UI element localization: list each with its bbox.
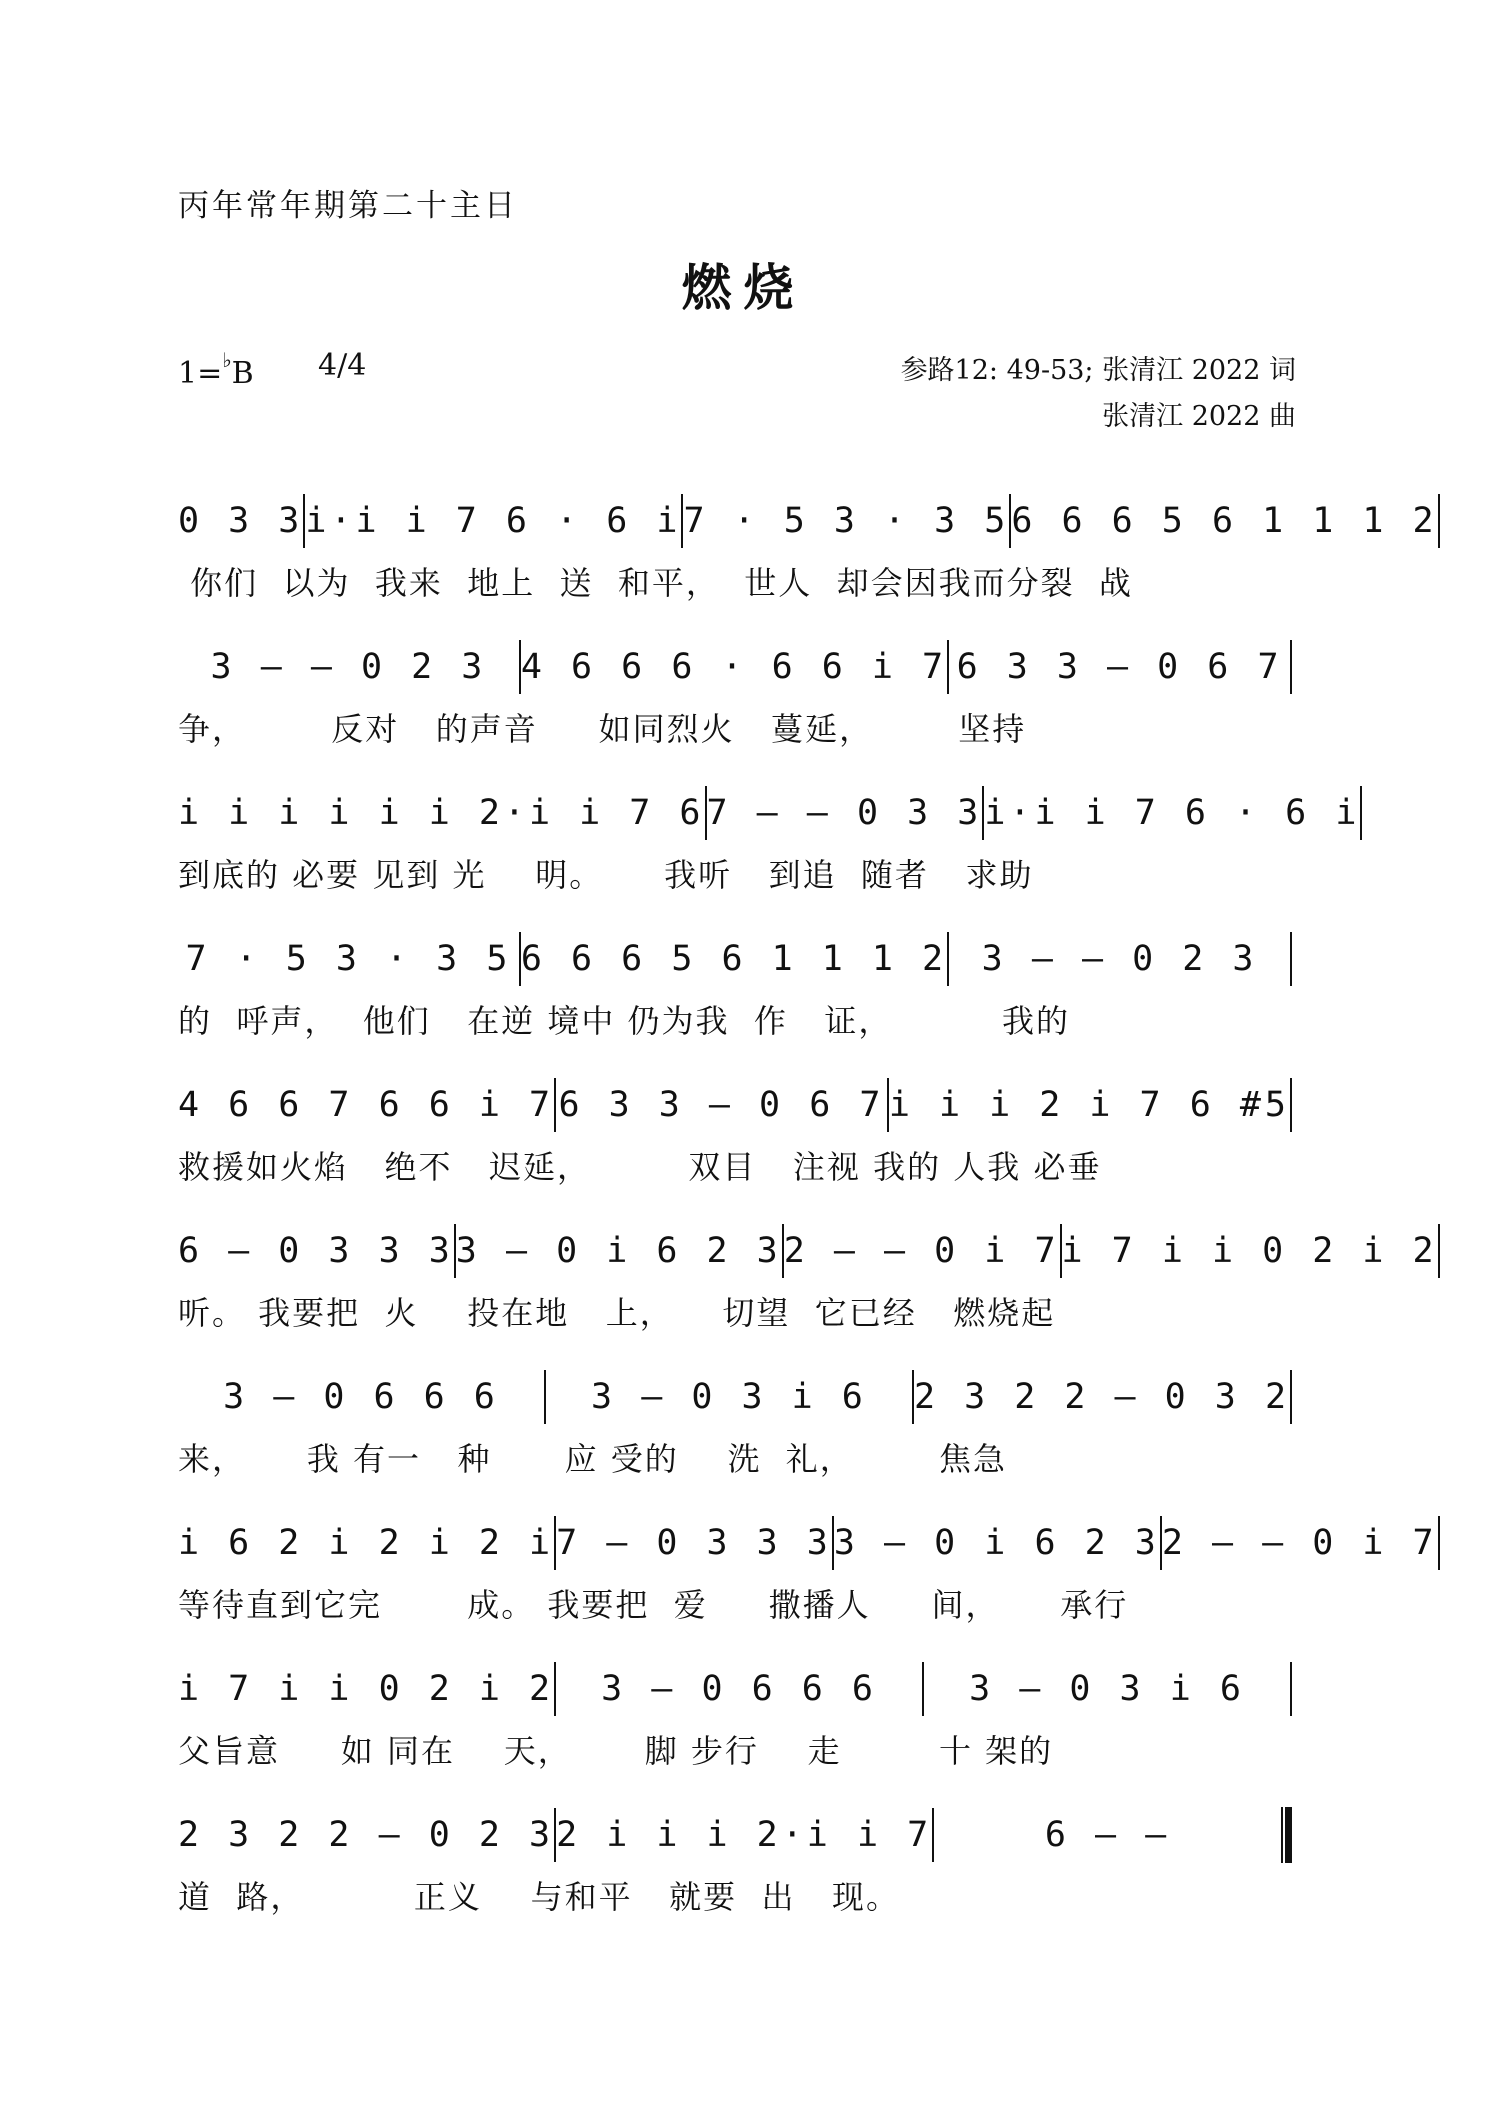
measure: 3 — 0 6 6 6 [223, 1377, 499, 1417]
measure: 7 · 5 3 · 3 5 [185, 939, 512, 979]
barline [1360, 786, 1362, 840]
score-system [178, 636, 1292, 756]
measure: 6 3 3 — 0 6 7 [558, 1085, 885, 1125]
measure: 2 3 2 2 — 0 2 3 [178, 1815, 555, 1855]
measure: 2 i i i 2·i i 7 [556, 1815, 933, 1855]
lyric-line: 你们 以为 我来 地上 送 和平， 世人 却会因我而分裂 战 [178, 564, 1133, 602]
key-prefix: 1= [178, 356, 223, 391]
key-note: B [231, 356, 254, 391]
measure: 2 — — 0 i 7 [1161, 1523, 1438, 1563]
notation-line [178, 1512, 1438, 1574]
key-signature [178, 348, 254, 391]
measure: 2 3 2 2 — 0 3 2 [913, 1377, 1291, 1417]
barline [1290, 1370, 1292, 1424]
barline [1438, 1516, 1440, 1570]
barline [1438, 1224, 1440, 1278]
lyric-line: 来， 我 有一 种 应 受的 洗 礼， 焦急 [178, 1440, 1007, 1478]
score-system [178, 1512, 1438, 1632]
measure: i·i i 7 6 · 6 i [305, 501, 682, 541]
measure: 6 6 6 5 6 1 1 1 2 [1011, 501, 1438, 541]
notation-line [178, 1220, 1438, 1282]
score-system [178, 928, 1292, 1048]
notation-line [178, 782, 1361, 844]
score-system [178, 1804, 1292, 1924]
score-system [178, 490, 1438, 610]
measure: 4 6 6 7 6 6 i 7 [178, 1085, 555, 1125]
score-system [178, 782, 1361, 902]
measure: i 6 2 i 2 i 2 i [178, 1523, 555, 1563]
measure: 3 — 0 6 6 6 [601, 1669, 877, 1709]
score-system [178, 1366, 1292, 1486]
notation-line [178, 1658, 1292, 1720]
lyric-line: 听。 我要把 火 投在地 上， 切望 它已经 燃烧起 [178, 1294, 1056, 1332]
measure: i i i i i i 2·i i 7 6 [178, 793, 705, 833]
lyric-line: 等待直到它完 成。 我要把 爱 撒播人 间， 承行 [178, 1586, 1129, 1624]
measure: 6 — — [1044, 1815, 1171, 1855]
notation-line [178, 1074, 1292, 1136]
measure: 3 — 0 3 i 6 [591, 1377, 867, 1417]
notation-line [178, 636, 1292, 698]
composer-credit: 张清江 2022 曲 [1102, 401, 1296, 432]
measure: 6 6 6 5 6 1 1 1 2 [520, 939, 948, 979]
measure: i i i 2 i 7 6 #5 [888, 1085, 1290, 1125]
barline [1290, 1078, 1292, 1132]
lyric-line: 的 呼声， 他们 在逆 境中 仍为我 作 证， 我的 [178, 1002, 1070, 1040]
measure: 6 3 3 — 0 6 7 [956, 647, 1283, 687]
lyric-line: 道 路， 正义 与和平 就要 出 现。 [178, 1878, 900, 1916]
measure: 2 — — 0 i 7 [783, 1231, 1060, 1271]
measure: 7 — — 0 3 3 [706, 793, 983, 833]
measure: 7 — 0 3 3 3 [556, 1523, 832, 1563]
measure: 3 — — 0 2 3 [210, 647, 487, 687]
lyricist-credit: 参路12: 49-53; 张清江 2022 词 [900, 355, 1296, 386]
lyric-line: 父旨意 如 同在 天， 脚 步行 走 十 架的 [178, 1732, 1054, 1770]
barline [1290, 932, 1292, 986]
measure: 3 — 0 3 i 6 [969, 1669, 1245, 1709]
barline [1438, 494, 1440, 548]
credits [901, 348, 1296, 440]
lyric-line: 争， 反对 的声音 如同烈火 蔓延， 坚持 [178, 710, 1027, 748]
lyric-line: 到底的 必要 见到 光 明。 我听 到追 随者 求助 [178, 856, 1034, 894]
notation-line [178, 490, 1438, 552]
measure: 0 3 3 [178, 501, 304, 541]
notation-line [178, 1366, 1292, 1428]
measure: 7 · 5 3 · 3 5 [683, 501, 1010, 541]
notation-line [178, 1804, 1292, 1866]
time-signature: 4/4 [318, 348, 367, 383]
measure: 3 — 0 i 6 2 3 [455, 1231, 782, 1271]
score-system [178, 1220, 1438, 1340]
barline [1290, 640, 1292, 694]
measure: 4 6 6 6 · 6 6 i 7 [520, 647, 948, 687]
score-system [178, 1658, 1292, 1778]
flat-sign: ♭ [222, 348, 232, 372]
measure: i 7 i i 0 2 i 2 [1061, 1231, 1438, 1271]
barline [1290, 1662, 1292, 1716]
measure: 6 — 0 3 3 3 [178, 1231, 454, 1271]
lyric-line: 救援如火焰 绝不 迟延， 双目 注视 我的 人我 必垂 [178, 1148, 1102, 1186]
notation-line [178, 928, 1292, 990]
score-system [178, 1074, 1292, 1194]
occasion-label: 丙年常年期第二十主日 [178, 188, 518, 224]
measure: i 7 i i 0 2 i 2 [178, 1669, 555, 1709]
final-barline [1281, 1807, 1292, 1863]
measure: 3 — — 0 2 3 [981, 939, 1258, 979]
measure: 3 — 0 i 6 2 3 [833, 1523, 1160, 1563]
measure: i·i i 7 6 · 6 i [984, 793, 1361, 833]
song-title: 燃烧 [681, 259, 806, 317]
